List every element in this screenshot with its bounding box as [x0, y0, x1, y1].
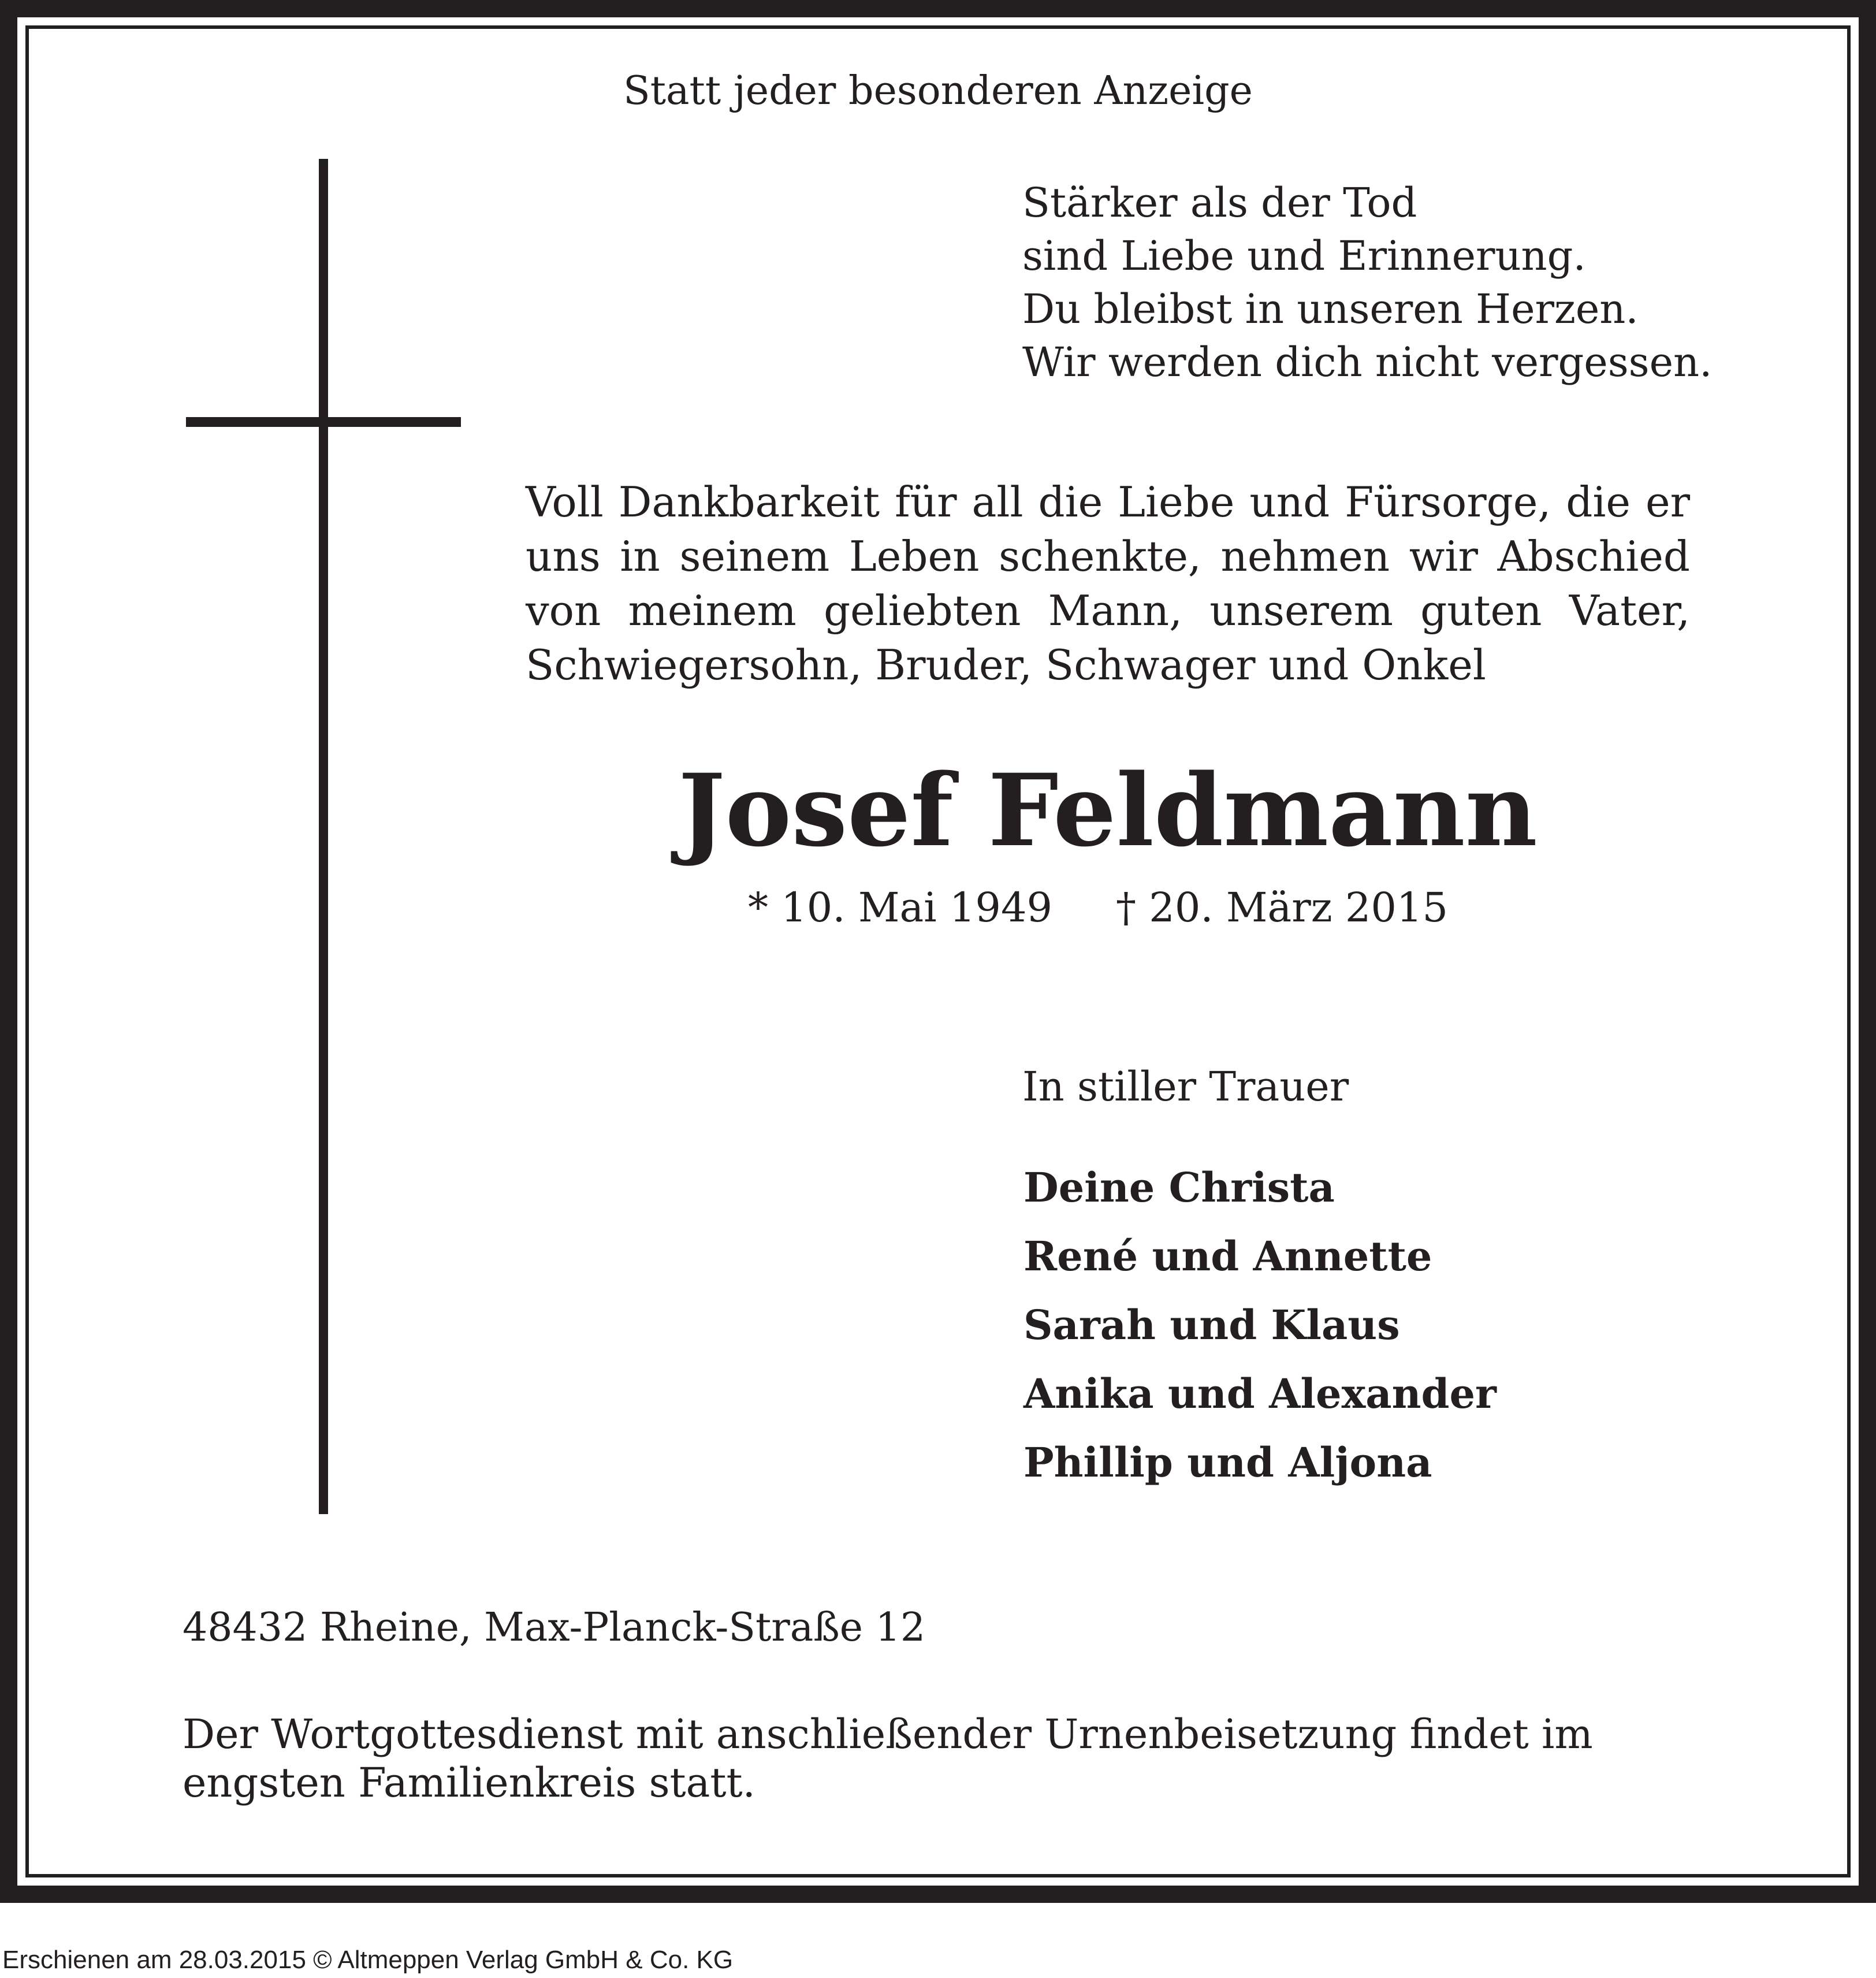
- family-member: René und Annette: [1023, 1232, 1432, 1280]
- family-list: [1023, 1153, 1497, 1497]
- dedication-line: Schwiegersohn, Bruder, Schwager und Onkel: [526, 641, 1486, 689]
- family-member: Phillip und Aljona: [1023, 1438, 1432, 1486]
- dedication-paragraph: [526, 475, 1690, 692]
- cross-icon-horizontal: [186, 417, 461, 427]
- mourning-label: In stiller Trauer: [1022, 1063, 1349, 1110]
- dedication-line: von meinem geliebten Mann, unserem guten Vater,: [526, 586, 1690, 635]
- poem-line: sind Liebe und Erinnerung.: [1022, 232, 1586, 280]
- dedication-line: Voll Dankbarkeit für all die Liebe und Fürsorge, die er: [526, 478, 1690, 526]
- life-dates: [748, 884, 1448, 931]
- death-date: † 20. März 2015: [1116, 884, 1449, 931]
- address: 48432 Rheine, Max-Planck-Straße 12: [183, 1605, 926, 1650]
- family-member: Sarah und Klaus: [1023, 1301, 1400, 1349]
- family-member: Anika und Alexander: [1023, 1370, 1497, 1418]
- poem-line: Du bleibst in unseren Herzen.: [1022, 285, 1639, 333]
- poem: [1022, 176, 1712, 389]
- dedication-line: uns in seinem Leben schenkte, nehmen wir Abschied: [526, 532, 1690, 581]
- poem-line: Stärker als der Tod: [1022, 179, 1417, 226]
- birth-date: * 10. Mai 1949: [748, 884, 1053, 931]
- cross-icon-vertical: [319, 159, 328, 1514]
- family-member: Deine Christa: [1023, 1163, 1335, 1211]
- notice-heading: Statt jeder besonderen Anzeige: [623, 68, 1253, 114]
- service-note: Der Wortgottesdienst mit anschließender Urnenbeisetzung findet im engsten Familienkreis statt.: [183, 1711, 1593, 1806]
- deceased-name: Josef Feldmann: [678, 752, 1538, 869]
- publication-footer: Erschienen am 28.03.2015 © Altmeppen Verlag GmbH & Co. KG: [2, 1946, 734, 1974]
- poem-line: Wir werden dich nicht vergessen.: [1022, 339, 1713, 386]
